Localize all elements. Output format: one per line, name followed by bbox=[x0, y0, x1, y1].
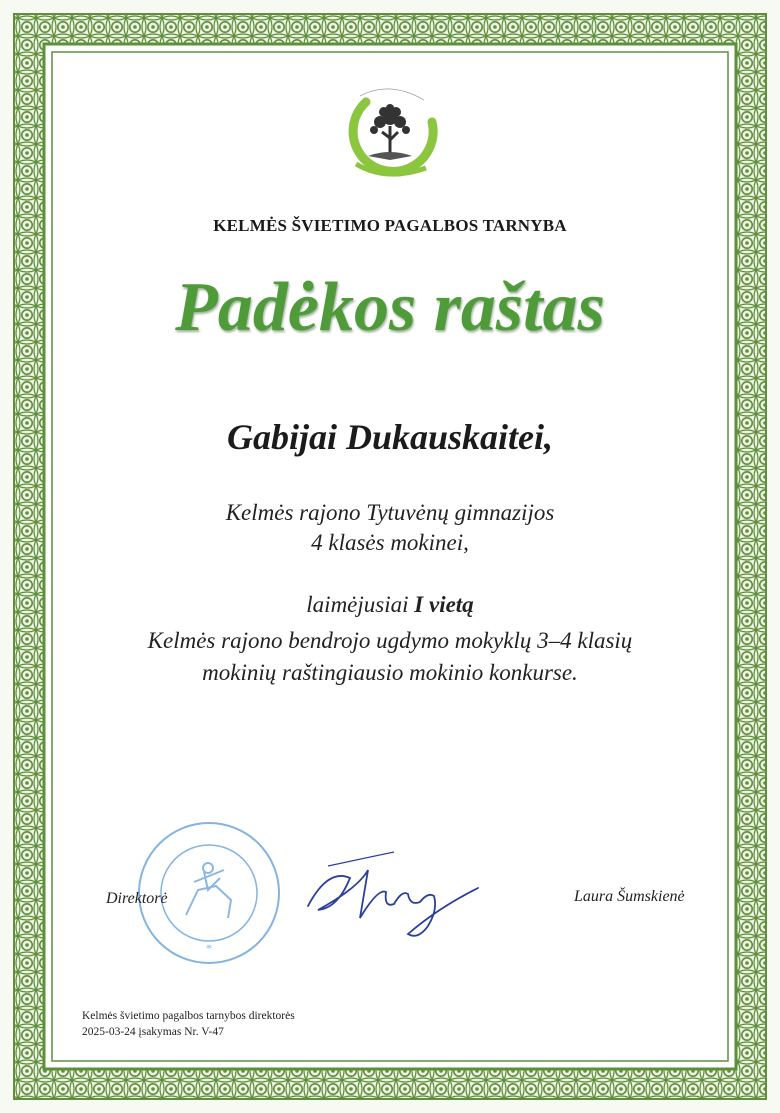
achievement-place: I vietą bbox=[414, 592, 474, 617]
organization-name: KELMĖS ŠVIETIMO PAGALBOS TARNYBA bbox=[213, 216, 567, 235]
achievement-prefix: laimėjusiai bbox=[306, 592, 409, 617]
svg-text:*: * bbox=[206, 941, 212, 955]
recipient-name: Gabijai Dukauskaitei, bbox=[226, 417, 554, 457]
school-line: Kelmės rajono Tytuvėnų gimnazijos bbox=[225, 500, 555, 525]
footer-line-1: Kelmės švietimo pagalbos tarnybos direktorės bbox=[82, 1010, 295, 1022]
director-name: Laura Šumskienė bbox=[574, 888, 685, 905]
footer-line-2: 2025-03-24 įsakymas Nr. V-47 bbox=[82, 1026, 224, 1038]
order-reference bbox=[82, 1008, 295, 1040]
achievement-line bbox=[0, 592, 780, 618]
contest-line-2: mokinių raštingiausio mokinio konkurse. bbox=[202, 660, 578, 685]
organization-logo bbox=[336, 82, 444, 188]
director-label: Direktorė bbox=[106, 890, 168, 907]
grade-line: 4 klasės mokinei, bbox=[311, 530, 469, 555]
signature bbox=[298, 848, 488, 948]
certificate-title: Padėkos raštas bbox=[175, 269, 605, 346]
contest-line-1: Kelmės rajono bendrojo ugdymo mokyklų 3–4 klasių bbox=[147, 628, 633, 653]
